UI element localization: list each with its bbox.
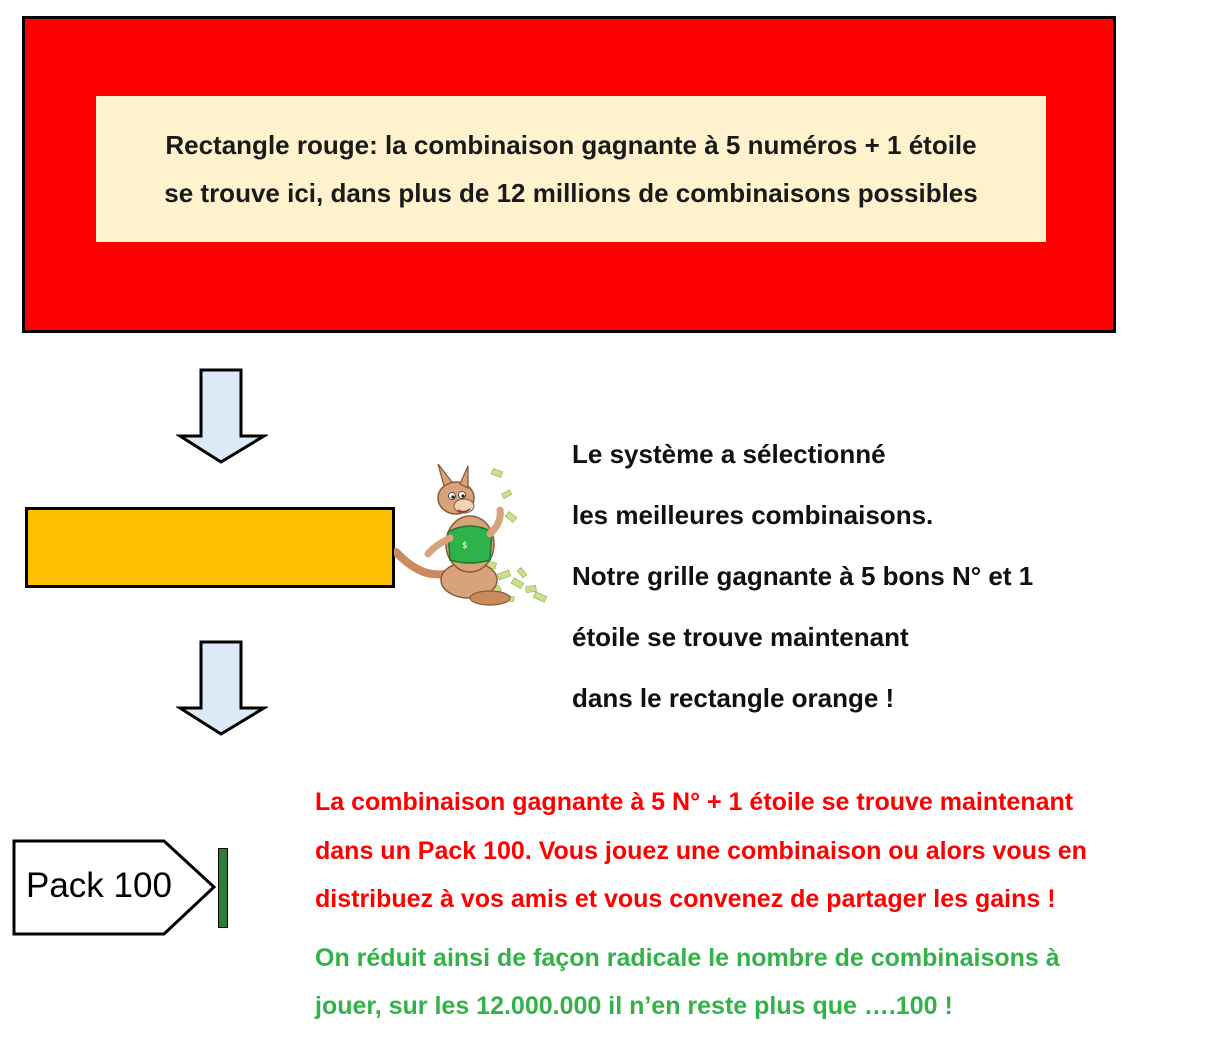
red-rectangle-caption-box: [96, 96, 1046, 242]
caption-line: se trouve ici, dans plus de 12 millions de combinaisons possibles: [164, 178, 978, 208]
svg-text:$: $: [462, 541, 468, 551]
red-paragraph-line: dans un Pack 100. Vous jouez une combinaison ou alors vous en: [315, 836, 1087, 865]
system-line: Le système a sélectionné: [572, 439, 886, 469]
caption-line: Rectangle rouge: la combinaison gagnante à 5 numéros + 1 étoile: [165, 130, 977, 160]
orange-rectangle: [25, 507, 395, 588]
system-line: dans le rectangle orange !: [572, 683, 895, 713]
down-arrow-icon: [176, 368, 268, 464]
green-bar: [218, 848, 228, 928]
system-line: les meilleures combinaisons.: [572, 500, 934, 530]
red-paragraph: [315, 778, 1215, 924]
red-paragraph-line: distribuez à vos amis et vous convenez de partager les gains !: [315, 885, 1056, 913]
green-paragraph: [315, 934, 1215, 1030]
red-paragraph-line: La combinaison gagnante à 5 N° + 1 étoile se trouve maintenant: [315, 788, 1074, 816]
green-paragraph-line: jouer, sur les 12.000.000 il n’en reste plus que ….100 !: [315, 992, 953, 1020]
down-arrow-icon: [176, 640, 268, 736]
red-rectangle-caption: [106, 121, 1036, 217]
green-paragraph-line: On réduit ainsi de façon radicale le nombre de combinaisons à: [315, 944, 1060, 972]
pack-100-label: Pack 100: [26, 866, 172, 905]
system-description: [572, 424, 1132, 729]
system-line: Notre grille gagnante à 5 bons N° et 1: [572, 561, 1034, 591]
kangaroo-mascot-icon: [394, 462, 554, 612]
system-line: étoile se trouve maintenant: [572, 622, 909, 652]
